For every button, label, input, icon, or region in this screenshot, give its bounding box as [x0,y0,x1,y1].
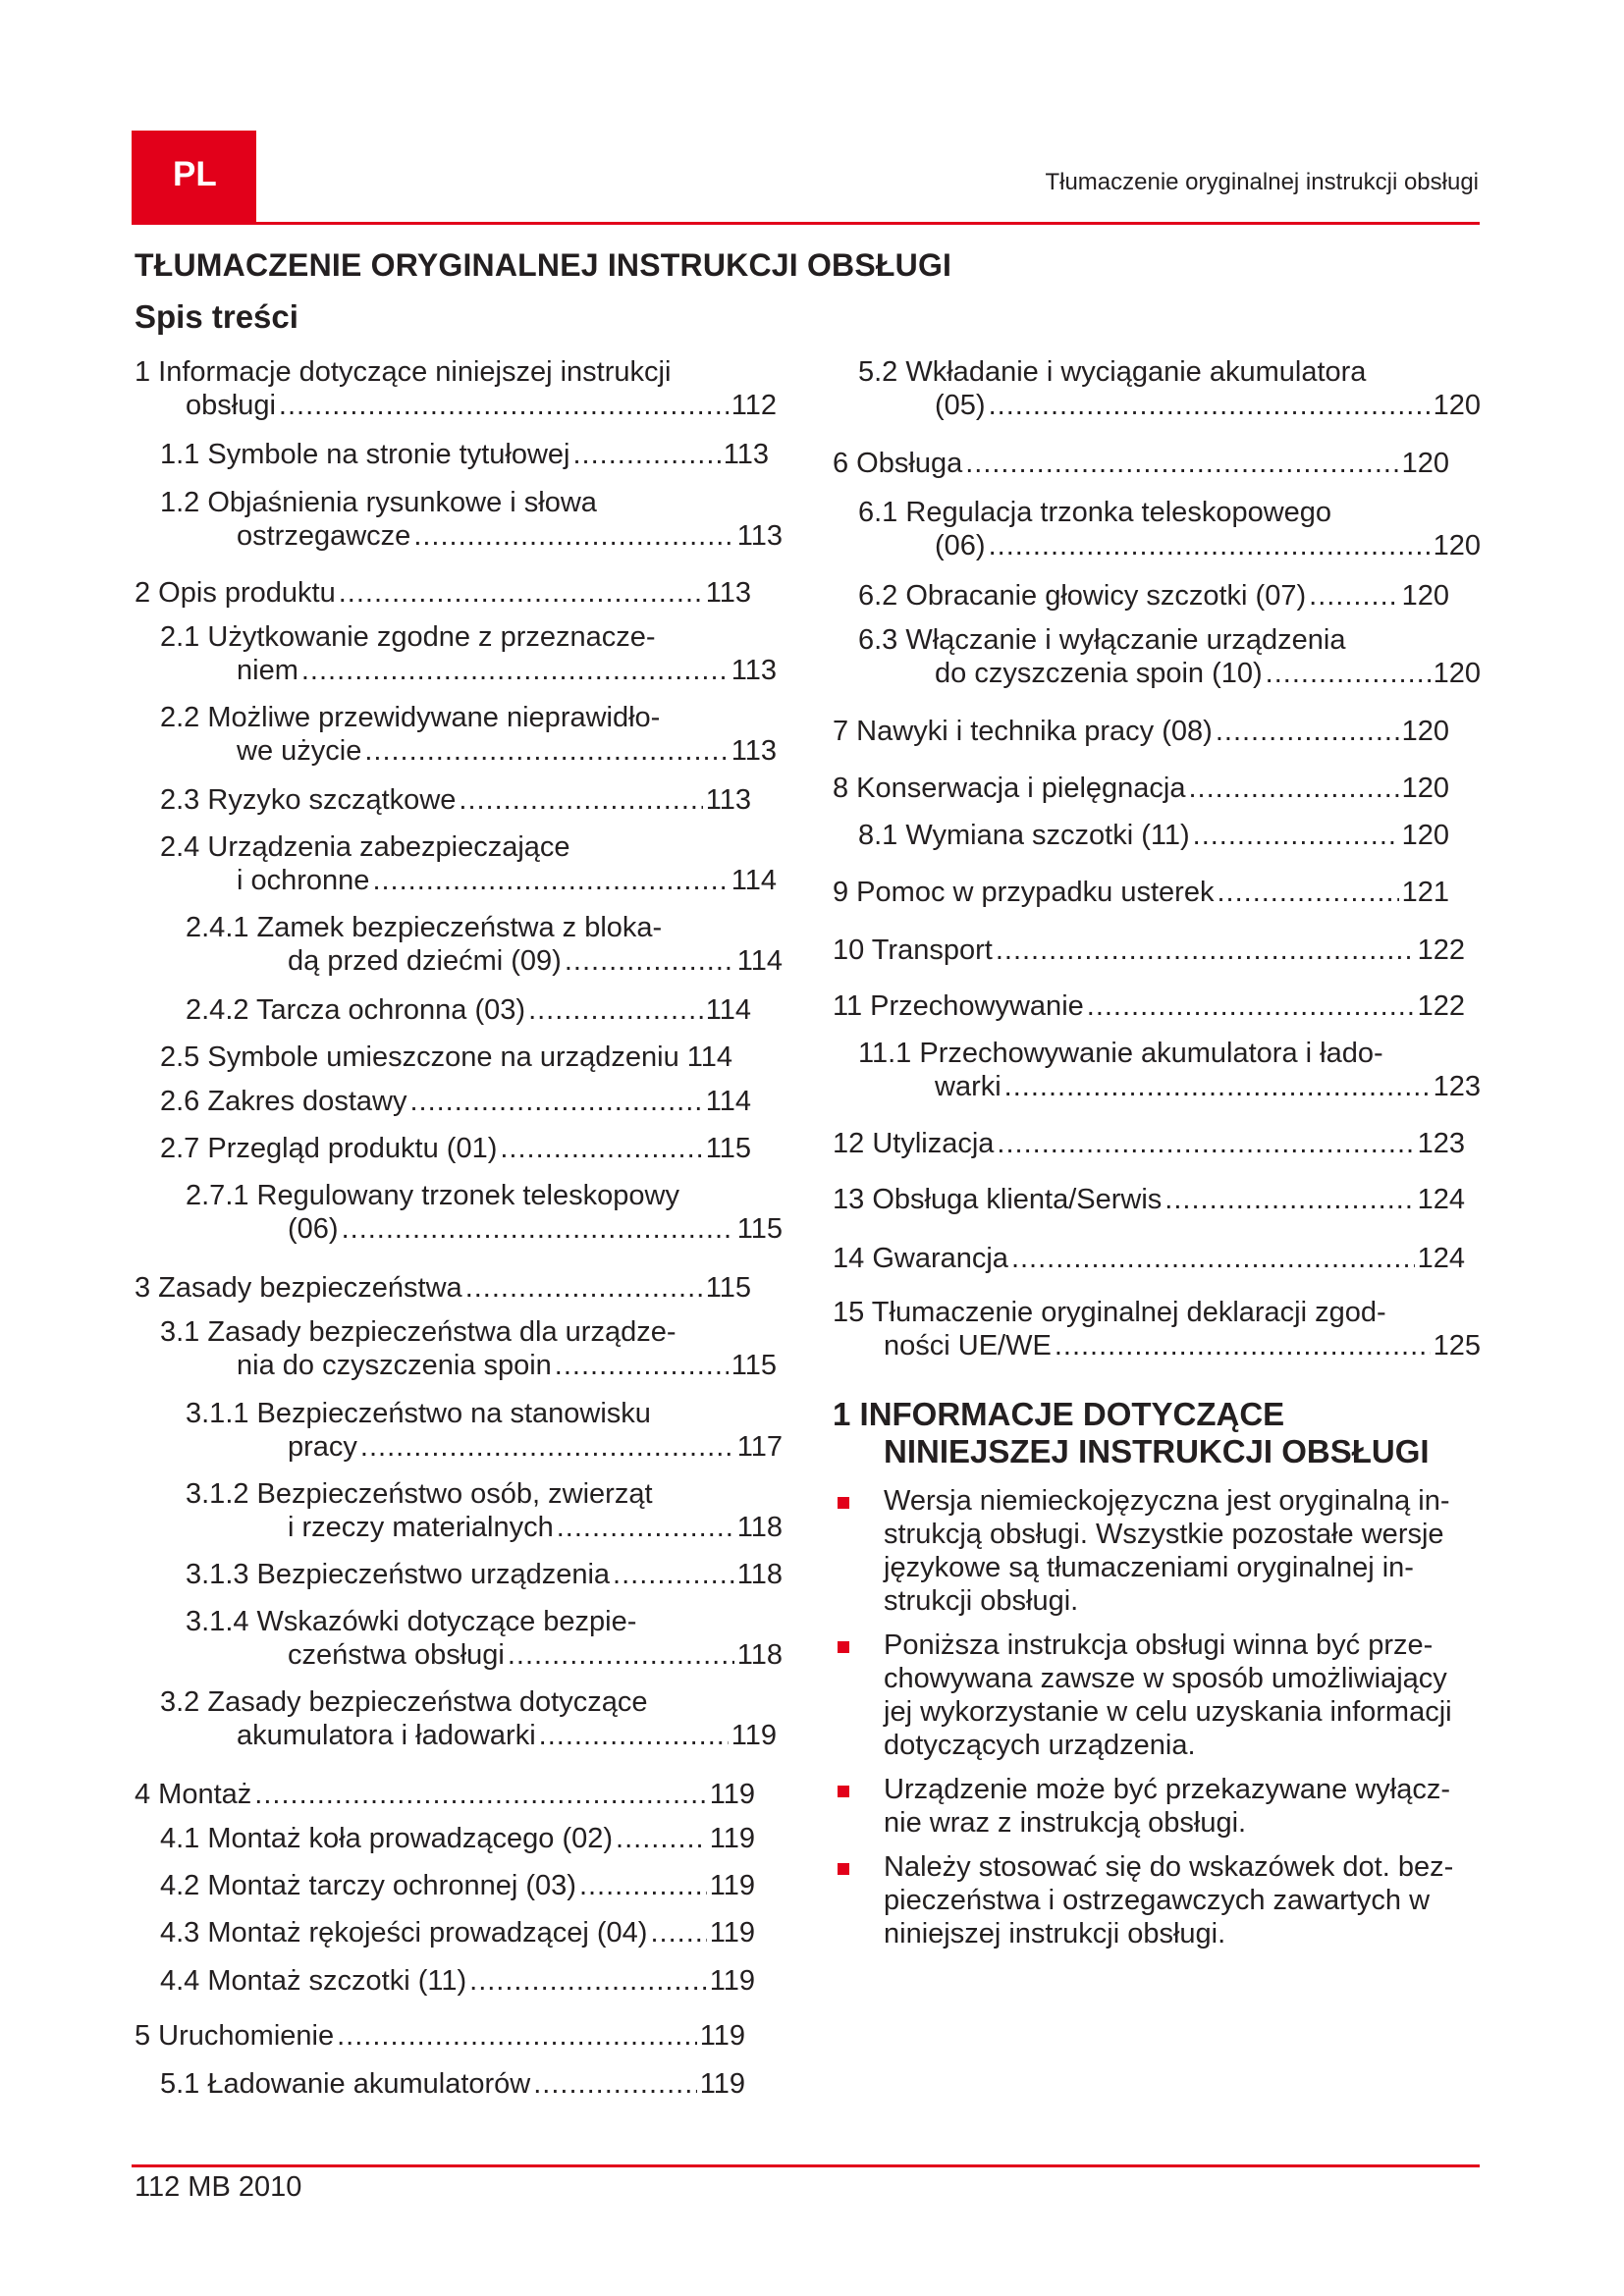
toc-entry-text: 2.3 Ryzyko szczątkowe [160,784,457,816]
toc-entry-text: 6.3 Włączanie i wyłączanie urządzenia [858,624,1346,656]
toc-entry[interactable] [833,772,1449,805]
toc-entry-text: 3.1.2 Bezpieczeństwo osób, zwierząt [186,1478,653,1510]
toc-entry[interactable] [160,1315,777,1382]
toc-entry[interactable] [186,1605,783,1672]
bullet-text: Należy stosować się do wskazówek dot. bez- pieczeństwa i ostrzegawczych zawartych w niniejszej instrukcji obsługi. [884,1851,1454,1949]
toc-entry[interactable] [186,1179,783,1246]
toc-page-number: 119 [709,1870,755,1901]
toc-entry[interactable] [186,1558,783,1591]
toc-page-number: 120 [1401,773,1449,804]
toc-page-number: 125 [1433,1330,1481,1362]
toc-entry-text: 7 Nawyki i technika pracy (08) [833,716,1213,747]
toc-page-number: 120 [1433,530,1481,561]
toc-entry-text: 2.7.1 Regulowany trzonek teleskopowy [186,1180,679,1211]
toc-entry-text: 2.6 Zakres dostawy [160,1086,407,1117]
section-heading-line1: 1 INFORMACJE DOTYCZĄCE [833,1396,1285,1432]
section-heading-line2: NINIEJSZEJ INSTRUKCJI OBSŁUGI [884,1433,1430,1469]
toc-page-number: 119 [699,2068,745,2100]
toc-page-number: 114 [686,1041,732,1073]
toc-entry-text: 11 Przechowywanie [833,990,1084,1022]
toc-page-number: 115 [705,1133,751,1164]
toc-page-number: 117 [736,1431,783,1463]
bullet-square-icon [838,1641,849,1653]
toc-entry[interactable] [135,2019,745,2053]
toc-entry-text: 3.1.1 Bezpieczeństwo na stanowisku [186,1398,651,1429]
toc-page-number: 119 [709,1917,755,1949]
toc-page-number: 113 [705,577,751,609]
toc-entry-text-cont: we użycie [237,735,362,767]
toc-entry[interactable] [135,1778,755,1811]
toc-entry-text: 2.4.1 Zamek bezpieczeństwa z bloka- [186,912,663,943]
toc-entry-text: 5.1 Ładowanie akumulatorów [160,2068,531,2100]
toc-page-number: 119 [699,2020,745,2052]
toc-entry[interactable] [858,355,1481,422]
toc-entry-text-cont: (05) [935,390,986,421]
toc-page-number: 113 [705,784,751,816]
toc-entry[interactable] [160,1964,755,1998]
toc-entry-text: 5.2 Wkładanie i wyciąganie akumulatora [858,356,1367,388]
toc-page-number: 114 [705,994,751,1026]
document-title: TŁUMACZENIE ORYGINALNEJ INSTRUKCJI OBSŁUGI [135,247,952,283]
toc-page-number: 120 [1433,390,1481,421]
toc-entry-text: 3.1.4 Wskazówki dotyczące bezpie- [186,1606,637,1637]
toc-entry-text: 12 Utylizacja [833,1128,995,1159]
toc-entry-text: 2.2 Możliwe przewidywane nieprawidło- [160,702,661,733]
toc-page-number: 113 [723,439,769,470]
toc-page-number: 122 [1417,990,1465,1022]
toc-page-number: 118 [736,1559,783,1590]
toc-entry-text-cont: i ochronne [237,865,370,896]
toc-page-number: 115 [731,1350,777,1381]
toc-entry-text: 8.1 Wymiana szczotki (11) [858,820,1190,851]
toc-entry-text-cont: i rzeczy materialnych [288,1512,554,1543]
toc-entry[interactable] [858,1037,1481,1103]
toc-page-number: 122 [1417,934,1465,966]
toc-page-number: 124 [1417,1184,1465,1215]
toc-entry-text: 4.3 Montaż rękojeści prowadzącej (04) [160,1917,648,1949]
toc-entry-text: 2.4 Urządzenia zabezpieczające [160,831,570,863]
toc-entry-text: 3.1.3 Bezpieczeństwo urządzenia [186,1559,611,1590]
toc-entry-text: 2.1 Użytkowanie zgodne z przeznacze- [160,621,656,653]
toc-entry[interactable] [160,1085,751,1118]
toc-entry[interactable] [160,701,777,768]
toc-page-number: 119 [709,1779,755,1810]
section-heading [833,1396,1481,1470]
toc-entry[interactable] [160,486,783,553]
toc-entry-text-cont: dą przed dziećmi (09) [288,945,562,977]
toc-entry-text-cont: nia do czyszczenia spoin [237,1350,552,1381]
toc-entry[interactable] [160,620,777,687]
toc-entry[interactable] [160,1132,751,1165]
toc-entry[interactable] [186,993,751,1027]
toc-entry[interactable] [833,447,1449,480]
toc-page-number: 114 [731,865,777,896]
language-code: PL [173,155,217,193]
toc-entry-text: 9 Pomoc w przypadku usterek [833,877,1215,908]
toc-entry[interactable] [186,1397,783,1464]
list-item [833,1773,1481,1840]
toc-page-number: 114 [705,1086,751,1117]
list-item [833,1629,1481,1762]
toc-page-number: 115 [736,1213,783,1245]
toc-page-number: 118 [736,1512,783,1543]
toc-entry-text: 1 Informacje dotyczące niniejszej instrukcji [135,356,672,388]
toc-page-number: 120 [1401,580,1449,612]
toc-entry-text: 14 Gwarancja [833,1243,1008,1274]
bullet-text: Wersja niemieckojęzyczna jest oryginalną in- strukcją obsługi. Wszystkie pozostałe wersje językowe są tłumaczeniami oryginalnej in- strukcji obsługi. [884,1485,1450,1617]
toc-entry-text-cont: ności UE/WE [884,1330,1052,1362]
toc-page-number: 119 [709,1823,755,1854]
toc-entry[interactable] [833,1127,1465,1160]
toc-entry-text-cont: (06) [288,1213,339,1245]
bullet-square-icon [838,1786,849,1797]
toc-entry-text: 1.1 Symbole na stronie tytułowej [160,439,570,470]
toc-entry[interactable] [833,1296,1481,1362]
toc-entry-text: 2 Opis produktu [135,577,336,609]
toc-entry[interactable] [186,1477,783,1544]
toc-entry[interactable] [135,1271,751,1305]
toc-heading: Spis treści [135,298,298,335]
toc-page-number: 118 [736,1639,783,1671]
toc-entry[interactable] [833,989,1465,1023]
list-item [833,1850,1481,1950]
toc-entry-text-cont: warki [935,1071,1001,1102]
toc-entry-text-cont: czeństwa obsługi [288,1639,505,1671]
toc-page-number: 123 [1433,1071,1481,1102]
section1-bullet-list [833,1484,1481,1961]
toc-entry-text: 6 Obsługa [833,448,963,479]
footer-rule [132,2164,1480,2167]
bullet-text: Poniższa instrukcja obsługi winna być prze- chowywana zawsze w sposób umożliwiający jej wykorzystanie w celu uzyskania informacji dotyczących urządzenia. [884,1629,1452,1761]
toc-entry[interactable] [160,783,751,817]
toc-page-number: 120 [1401,448,1449,479]
toc-entry[interactable] [833,1242,1465,1275]
toc-entry-text: 3 Zasady bezpieczeństwa [135,1272,462,1304]
toc-entry-text: 6.1 Regulacja trzonka teleskopowego [858,497,1332,528]
toc-entry-text-cont: obsługi [186,390,276,421]
toc-page-number: 120 [1401,820,1449,851]
toc-entry[interactable] [160,1685,777,1752]
toc-entry[interactable] [135,355,783,422]
toc-entry[interactable] [858,496,1481,562]
toc-entry-text: 15 Tłumaczenie oryginalnej deklaracji zgod- [833,1297,1386,1328]
toc-page-number: 123 [1417,1128,1465,1159]
toc-entry[interactable] [160,1916,755,1949]
toc-entry-text: 3.2 Zasady bezpieczeństwa dotyczące [160,1686,648,1718]
bullet-square-icon [838,1863,849,1875]
toc-page-number: 124 [1417,1243,1465,1274]
toc-entry[interactable] [833,876,1449,909]
toc-page-number: 112 [731,390,777,421]
language-tab [132,131,256,223]
toc-entry-text: 6.2 Obracanie głowicy szczotki (07) [858,580,1307,612]
toc-entry[interactable] [160,1041,783,1074]
toc-entry[interactable] [160,830,777,897]
toc-page-number: 114 [736,945,783,977]
toc-entry-text: 13 Obsługa klienta/Serwis [833,1184,1163,1215]
toc-entry-text-cont: (06) [935,530,986,561]
toc-page-number: 113 [731,655,777,686]
toc-entry-text: 2.5 Symbole umieszczone na urządzeniu [160,1041,679,1073]
toc-entry-text-cont: pracy [288,1431,357,1463]
toc-page-number: 120 [1433,658,1481,689]
toc-page-number: 121 [1401,877,1449,908]
toc-entry[interactable] [833,1183,1465,1216]
bullet-text: Urządzenie może być przekazywane wyłącz- nie wraz z instrukcją obsługi. [884,1774,1450,1839]
toc-entry[interactable] [186,911,783,978]
toc-entry[interactable] [160,2067,745,2101]
toc-entry-text: 2.7 Przegląd produktu (01) [160,1133,498,1164]
list-item [833,1484,1481,1618]
toc-entry[interactable] [160,1822,755,1855]
header-rule [132,222,1480,225]
toc-entry-text-cont: akumulatora i ładowarki [237,1720,536,1751]
toc-entry-text: 4.4 Montaż szczotki (11) [160,1965,467,1997]
toc-entry-text: 10 Transport [833,934,993,966]
toc-entry-text: 1.2 Objaśnienia rysunkowe i słowa [160,487,597,518]
toc-entry-text-cont: ostrzegawcze [237,520,411,552]
toc-entry[interactable] [160,1869,755,1902]
running-header: Tłumaczenie oryginalnej instrukcji obsługi [1045,169,1479,195]
toc-entry-text: 4.2 Montaż tarczy ochronnej (03) [160,1870,576,1901]
toc-entry-text-cont: niem [237,655,298,686]
toc-entry[interactable] [135,576,751,610]
toc-entry-text: 5 Uruchomienie [135,2020,335,2052]
bullet-square-icon [838,1497,849,1509]
toc-entry[interactable] [858,623,1481,690]
toc-entry[interactable] [833,715,1449,748]
toc-entry-text: 3.1 Zasady bezpieczeństwa dla urządze- [160,1316,677,1348]
toc-entry[interactable] [858,579,1449,613]
toc-page-number: 119 [709,1965,755,1997]
toc-entry-text: 4.1 Montaż koła prowadzącego (02) [160,1823,614,1854]
toc-entry-text: 11.1 Przechowywanie akumulatora i łado- [858,1038,1383,1069]
toc-entry[interactable] [160,438,769,471]
toc-entry[interactable] [858,819,1449,852]
toc-page-number: 113 [731,735,777,767]
toc-entry-text: 8 Konserwacja i pielęgnacja [833,773,1186,804]
toc-page-number: 119 [731,1720,777,1751]
toc-entry-text-cont: do czyszczenia spoin (10) [935,658,1263,689]
toc-entry-text: 2.4.2 Tarcza ochronna (03) [186,994,526,1026]
page-footer: 112 MB 2010 [135,2171,302,2203]
toc-entry[interactable] [833,934,1465,967]
toc-page-number: 113 [736,520,783,552]
toc-page-number: 120 [1401,716,1449,747]
toc-page-number: 115 [705,1272,751,1304]
toc-entry-text: 4 Montaż [135,1779,252,1810]
